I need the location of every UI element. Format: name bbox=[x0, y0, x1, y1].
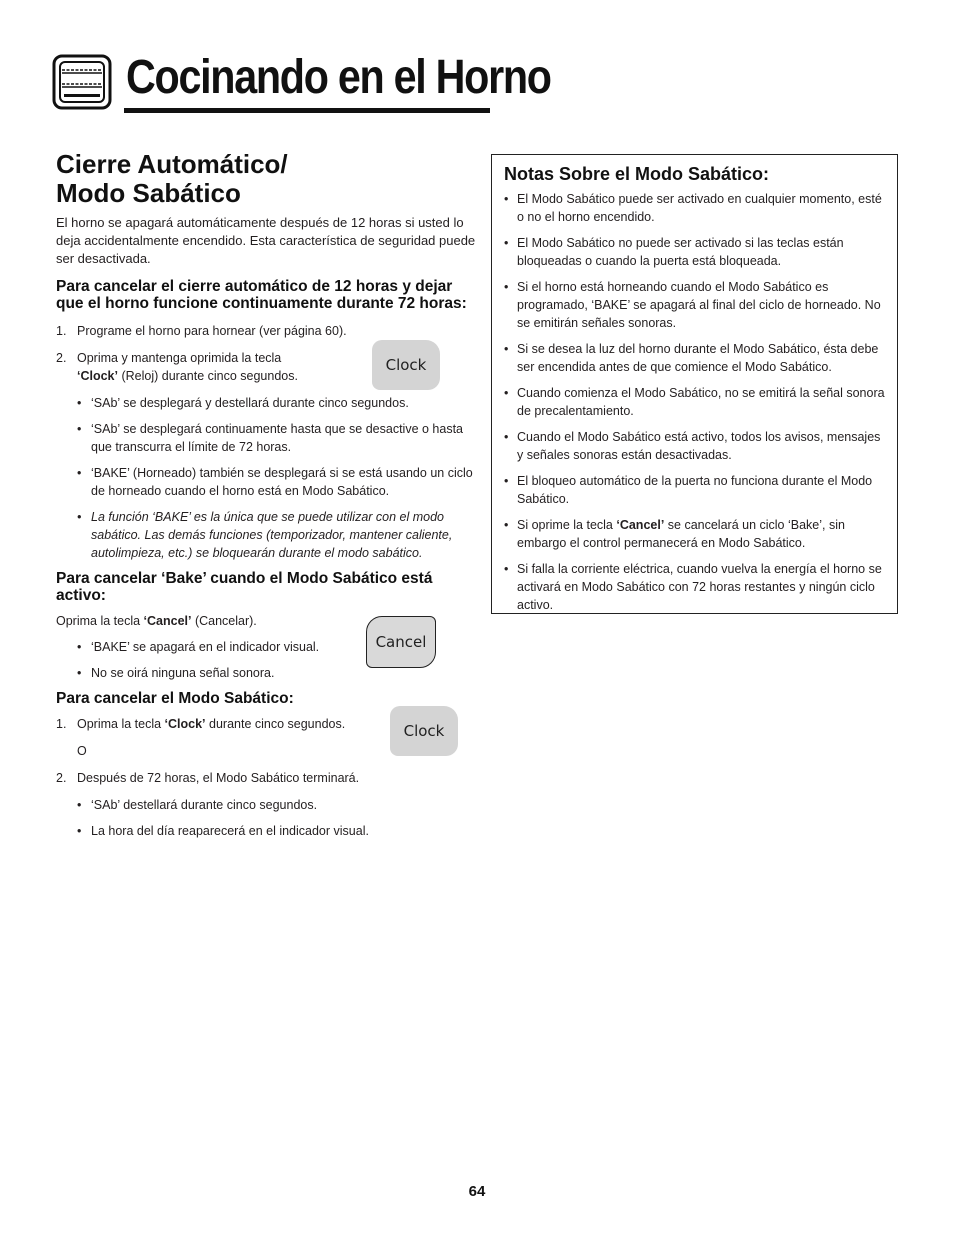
list-item: • Si el horno está horneando cuando el Modo Sabático es programado, ‘BAKE’ se apagará al final del ciclo de horneado. No se emitirán señales sonoras. bbox=[504, 280, 881, 330]
list-item: • El Modo Sabático no puede ser activado si las teclas están bloqueadas o cuando la puerta está bloqueada. bbox=[504, 236, 844, 268]
subheading-cancel-bake: Para cancelar ‘Bake’ cuando el Modo Sabático está activo: bbox=[56, 570, 433, 604]
page-header bbox=[52, 51, 551, 114]
section-title bbox=[56, 150, 476, 208]
title-rule bbox=[124, 108, 490, 113]
list-item: • ‘BAKE’ (Horneado) también se desplegará si se está usando un ciclo de horneado cuando el horno está en Modo Sabático. bbox=[77, 466, 473, 498]
subheading-cancel-sabbath: Para cancelar el Modo Sabático: bbox=[56, 690, 294, 707]
list-item: • ‘SAb’ se desplegará continuamente hasta que se desactive o hasta que transcurra el límite de 72 horas. bbox=[77, 422, 464, 454]
notes-box bbox=[491, 154, 898, 614]
page-title: Cocinando en el Horno bbox=[126, 51, 551, 104]
subheading-cancel-auto-shutoff: Para cancelar el cierre automático de 12 horas y dejar que el horno funcione continuamente durante 72 horas: bbox=[56, 278, 467, 312]
list-item: • La función ‘BAKE’ es la única que se puede utilizar con el modo sabático. Las demás funciones (temporizador, mantener caliente, autolimpieza, etc.) se bloquearán durante el modo sabático. bbox=[77, 510, 453, 560]
list-item: • Cuando el Modo Sabático está activo, todos los avisos, mensajes y señales sonoras están desactivadas. bbox=[504, 430, 881, 462]
list-item: 2. Después de 72 horas, el Modo Sabático terminará. bbox=[56, 771, 360, 785]
list-item: • El bloqueo automático de la puerta no funciona durante el Modo Sabático. bbox=[504, 474, 873, 506]
list-item: • La hora del día reaparecerá en el indicador visual. bbox=[77, 824, 369, 838]
list-item: 2. Oprima y mantenga oprimida la tecla ‘Clock’ (Reloj) durante cinco segundos. bbox=[56, 351, 298, 383]
or-text: O bbox=[77, 744, 87, 758]
section-title-line1: Cierre Automático/ bbox=[56, 149, 288, 179]
intro-paragraph: El horno se apagará automáticamente después de 12 horas si usted lo deja accidentalmente encendido. Esta característica de seguridad puede ser desactivada. bbox=[56, 215, 476, 266]
notes-list bbox=[504, 190, 888, 622]
list-item: 1. Programe el horno para hornear (ver página 60). bbox=[56, 324, 347, 338]
cancel-paragraph: Oprima la tecla ‘Cancel’ (Cancelar). bbox=[56, 614, 257, 628]
list-item: • ‘SAb’ se desplegará y destellará durante cinco segundos. bbox=[77, 396, 409, 410]
clock-key-illustration: Clock bbox=[390, 706, 458, 756]
list-item: 1. Oprima la tecla ‘Clock’ durante cinco segundos. bbox=[56, 717, 346, 731]
list-item: • Cuando comienza el Modo Sabático, no se emitirá la señal sonora de precalentamiento. bbox=[504, 386, 885, 418]
cancel-key-illustration: Cancel bbox=[366, 616, 436, 668]
page-number: 64 bbox=[468, 1183, 486, 1200]
list-item: • El Modo Sabático puede ser activado en cualquier momento, esté o no el horno encendido. bbox=[504, 192, 882, 224]
section-title-line2: Modo Sabático bbox=[56, 178, 241, 208]
notes-title: Notas Sobre el Modo Sabático: bbox=[504, 164, 770, 184]
list-item: • Si falla la corriente eléctrica, cuando vuelva la energía el horno se activará en Modo Sabático con 72 horas restantes y ningún ciclo activo. bbox=[504, 562, 882, 612]
list-item: • Si se desea la luz del horno durante el Modo Sabático, ésta debe ser encendida antes de que comience el Modo Sabático. bbox=[504, 342, 879, 374]
list-item: • No se oirá ninguna señal sonora. bbox=[77, 666, 275, 680]
list-item: • Si oprime la tecla ‘Cancel’ se cancelará un ciclo ‘Bake’, sin embargo el control permanecerá en Modo Sabático. bbox=[504, 518, 845, 550]
list-item: • ‘BAKE’ se apagará en el indicador visual. bbox=[77, 640, 320, 654]
clock-key-illustration: Clock bbox=[372, 340, 440, 390]
list-item: • ‘SAb’ destellará durante cinco segundos. bbox=[77, 798, 318, 812]
oven-icon bbox=[52, 54, 112, 110]
